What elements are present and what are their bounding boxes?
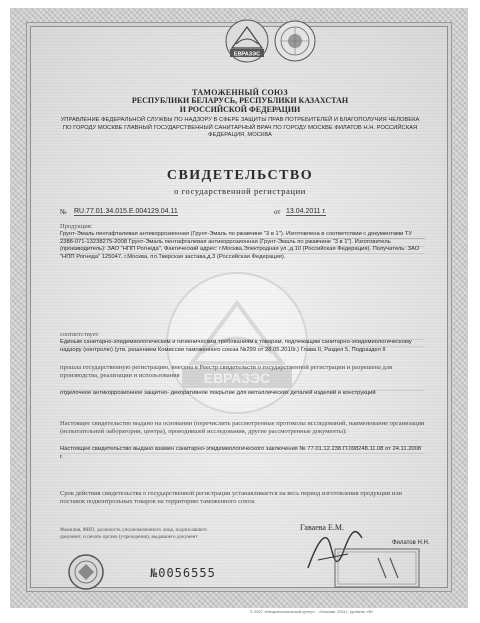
printer-footer: © 2007 «Межрегиональный центр»…»Москва. 2011г., уровень «В»: [250, 609, 374, 614]
document-title: СВИДЕТЕЛЬСТВО: [166, 168, 314, 183]
basis-value: Настоящее свидетельство выдано взамен санитарно-эпидемиологического заключения № 77.01.12.238.П.098248.11.08 от 24.11.2008 г.: [60, 446, 425, 461]
date-label: от: [274, 208, 281, 216]
union-emblem-icon: [272, 18, 318, 64]
certificate-number: RU.77.01.34.015.Е.004129.04.11: [74, 208, 178, 215]
validity-text: Срок действия свидетельства о государственной регистрации устанавливается на весь период изготовления продукции или поставок подконтрольных товаров на территорию таможенного союза: [60, 490, 403, 506]
product-description: Грунт-Эмаль пентафталевая антикоррозионная (Грунт-Эмаль по ржавчине "3 в 1"). Изготовлена в соответствии с документами ТУ 2388-071-13238275-2008 Грунт-Эмаль пентафталевая антикоррозионная (Грунт-Эмаль по ржавчине "3 в 1"). Изготовитель (производитель): ЗАО "НПП Рогнеда", Фактический адрес: г.Москва,Электродная ул.,д.10 (Российская Федерация). Получатель: ЗАО "НПП Рогнеда" 125047, г.Москва, пл.Тверская застава,д.3 (Российская Федерация).: [60, 231, 425, 261]
document-subtitle: о государственной регистрации: [174, 186, 306, 196]
basis-text: Настоящее свидетельство выдано на основании (перечислить рассмотренные протоколы исследований, наименование организации (испытательной лаборатории, центра), проводившей исследования, другие рассмотренные документы):: [60, 420, 425, 436]
federation-title: И РОССИЙСКОЙ ФЕДЕРАЦИИ: [179, 105, 301, 114]
stamp-icon: [334, 548, 420, 588]
form-serial-number: №0056555: [150, 566, 216, 580]
certificate-date: 13.04.2011 г.: [286, 208, 327, 215]
signatory-name: Филатов Н.Н.: [392, 540, 430, 546]
svg-text:ЕВРАЗЭС: ЕВРАЗЭС: [203, 370, 271, 386]
svg-text:ЕВРАЗЭС: ЕВРАЗЭС: [233, 51, 261, 58]
usage-text: отделочное антикоррозионное защитно- декоративное покрытие для металлических деталей изделий и конструкций: [60, 390, 425, 398]
evrazes-logo-icon: [224, 18, 270, 64]
union-title: ТАМОЖЕННЫЙ СОЮЗ: [192, 88, 288, 97]
compliance-label: соответствует: [60, 331, 99, 338]
issuer-seal-icon: [66, 552, 106, 592]
number-label: №: [60, 208, 67, 216]
issuing-authority: УПРАВЛЕНИЕ ФЕДЕРАЛЬНОЙ СЛУЖБЫ ПО НАДЗОРУ В СФЕРЕ ЗАЩИТЫ ПРАВ ПОТРЕБИТЕЛЕЙ И БЛАГОПОЛУЧИЯ ЧЕЛОВЕКА ПО ГОРОДУ МОСКВЕ ГЛАВНЫЙ ГОСУДАРСТВЕННЫЙ САНИТАРНЫЙ ВРАЧ ПО ГОРОДУ МОСКВЕ ФИЛАТОВ Н.Н. РОССИЙСКАЯ ФЕДЕРАЦИЯ, МОСКВА: [60, 117, 420, 138]
signatory-note: Фамилия, ФИО, должность уполномоченного лица, подписавшего документ, и печать органа (учреждения), выдавшего документ: [60, 527, 207, 540]
compliance-text: Единым санитарно-эпидемиологическим и гигиеническим требованиям к товарам, подлежащим санитарно-эпидемиологическому надзору (контролю) (утв. решением Комиссии таможенного союза №299 от 28.05.2010г.) Глава II, Раздел 5, Подраздел II: [60, 339, 425, 354]
product-label: Продукция:: [60, 223, 93, 230]
republics-title: РЕСПУБЛИКИ БЕЛАРУСЬ, РЕСПУБЛИКИ КАЗАХСТАН: [131, 96, 349, 105]
registration-text: прошла государственную регистрацию, внесена в Реестр свидетельств о государственной регистрации и разрешена для производства, реализации и использования: [60, 364, 393, 380]
handwritten-name: Гаваева Е.М.: [300, 523, 344, 532]
